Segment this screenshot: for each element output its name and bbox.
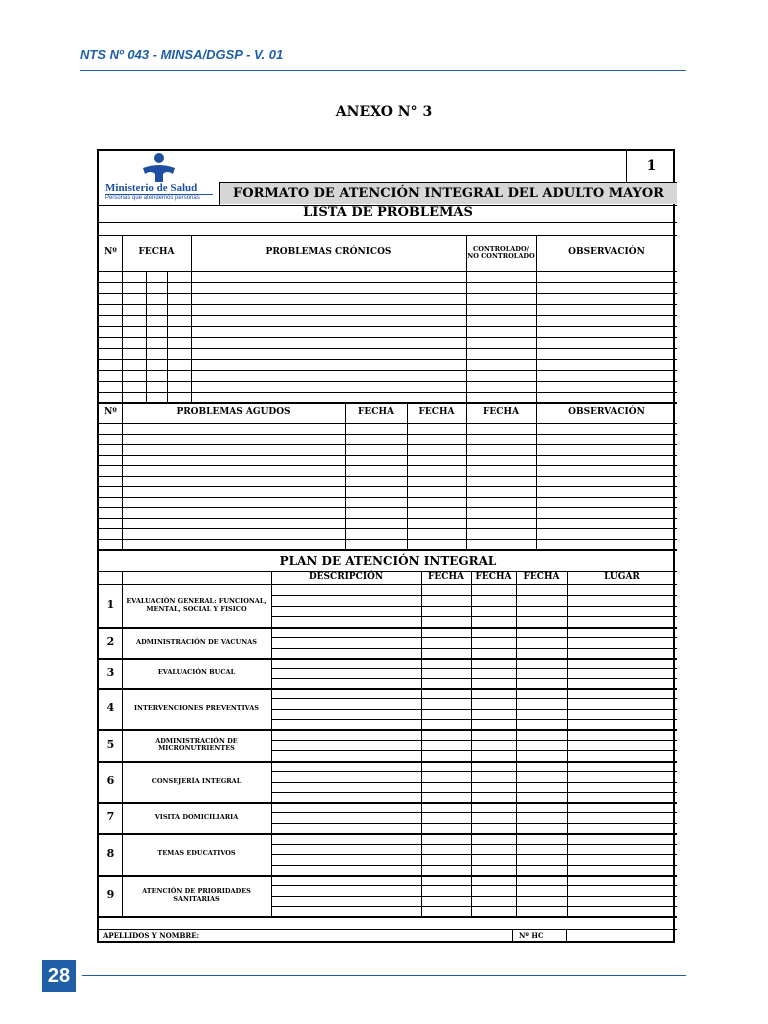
- plan-item-label: INTERVENCIONES PREVENTIVAS: [134, 703, 259, 712]
- chronic-row-line: [99, 304, 677, 305]
- chronic-controlled-header: CONTROLADO/ NO CONTROLADO: [467, 244, 535, 260]
- chronic-row-line: [99, 348, 677, 349]
- column-line: [345, 403, 346, 550]
- column-line: [471, 571, 472, 916]
- acute-obs-header: OBSERVACIÓN: [568, 407, 645, 418]
- chronic-header-bottom: [99, 271, 677, 272]
- plan-subrow-line: [271, 719, 677, 720]
- acute-row-line: [99, 507, 677, 508]
- plan-fecha1-header: FECHA: [428, 571, 464, 582]
- plan-subrow-line: [271, 678, 677, 679]
- chronic-obs-header: OBSERVACIÓN: [568, 247, 645, 258]
- chronic-problems-header: PROBLEMAS CRÓNICOS: [265, 247, 392, 258]
- acute-fecha3-header: FECHA: [483, 407, 519, 418]
- acute-row-line: [99, 539, 677, 540]
- plan-subrow-line: [271, 595, 677, 596]
- person-logo-icon: [139, 152, 179, 184]
- plan-item-number: 8: [106, 846, 115, 860]
- acute-row-line: [99, 455, 677, 456]
- plan-item-label: ATENCIÓN DE PRIORIDADES SANITARIAS: [142, 887, 251, 903]
- plan-subrow-line: [271, 648, 677, 649]
- plan-subrow-line: [271, 668, 677, 669]
- plan-fecha3-header: FECHA: [523, 571, 560, 582]
- acute-table-bottom: [99, 550, 677, 551]
- column-line: [191, 235, 192, 402]
- ministry-logo: [99, 151, 219, 205]
- column-line: [271, 571, 272, 916]
- chronic-fecha-header: FECHA: [138, 247, 175, 258]
- plan-item-number: 6: [106, 774, 115, 788]
- column-line: [421, 571, 422, 916]
- column-line: [516, 571, 517, 916]
- column-line: [566, 929, 567, 943]
- plan-subrow-line: [271, 792, 677, 793]
- plan-subrow-line: [271, 782, 677, 783]
- plan-item-label: ADMINISTRACIÓN DE MICRONUTRIENTES: [155, 736, 238, 752]
- plan-subrow-line: [271, 823, 677, 824]
- column-line: [567, 571, 568, 916]
- logo-slogan: Personas que atendemos personas: [105, 195, 200, 201]
- plan-item-number: 1: [106, 598, 115, 612]
- plan-subrow-line: [271, 606, 677, 607]
- acute-row-line: [99, 528, 677, 529]
- plan-subrow-line: [271, 637, 677, 638]
- acute-row-line: [99, 497, 677, 498]
- plan-subrow-line: [271, 844, 677, 845]
- column-line: [536, 235, 537, 402]
- acute-row-line: [99, 476, 677, 477]
- plan-item-label: VISITA DOMICILIARIA: [154, 812, 239, 821]
- annex-title: ANEXO N° 3: [335, 104, 433, 120]
- form-title: FORMATO DE ATENCIÓN INTEGRAL DEL ADULTO MAYOR: [233, 185, 664, 201]
- plan-subrow-line: [271, 906, 677, 907]
- acute-row-line: [99, 465, 677, 466]
- column-line: [466, 235, 467, 402]
- acute-row-line: [99, 434, 677, 435]
- plan-item-number: 9: [106, 888, 115, 902]
- logo-name: Ministerio de Salud: [105, 182, 198, 194]
- plan-subrow-line: [271, 750, 677, 751]
- list-subtitle: LISTA DE PROBLEMAS: [303, 205, 473, 221]
- column-line: [122, 235, 123, 402]
- column-line: [407, 403, 408, 550]
- plan-subrow-line: [271, 896, 677, 897]
- column-line: [466, 403, 467, 550]
- name-label: APELLIDOS Y NOMBRE:: [103, 931, 200, 940]
- chronic-row-line: [99, 293, 677, 294]
- plan-item-label: TEMAS EDUCATIVOS: [157, 849, 236, 858]
- column-line: [122, 571, 123, 916]
- plan-lugar-header: LUGAR: [604, 571, 640, 582]
- acute-header-bottom: [99, 423, 677, 424]
- acute-row-line: [99, 444, 677, 445]
- plan-subrow-line: [271, 885, 677, 886]
- column-line: [122, 403, 123, 550]
- plan-item-label: ADMINISTRACIÓN DE VACUNAS: [136, 637, 257, 646]
- footer-top-line: [99, 929, 677, 930]
- plan-item-number: 2: [106, 635, 115, 649]
- plan-item-label: EVALUACIÓN BUCAL: [157, 668, 236, 677]
- plan-title: PLAN DE ATENCIÓN INTEGRAL: [279, 553, 497, 568]
- plan-item-label: CONSEJERÍA INTEGRAL: [151, 776, 242, 785]
- plan-item-separator: [99, 916, 677, 918]
- plan-item-number: 7: [106, 810, 115, 824]
- column-line: [512, 929, 513, 943]
- chronic-row-line: [99, 370, 677, 371]
- plan-subrow-line: [271, 698, 677, 699]
- plan-subrow-line: [271, 854, 677, 855]
- chronic-row-line: [99, 381, 677, 382]
- chronic-row-line: [99, 392, 677, 393]
- chronic-row-line: [99, 326, 677, 327]
- hc-label: Nº HC: [519, 931, 544, 940]
- page-number: 28: [42, 960, 76, 992]
- plan-item-label: EVALUACIÓN GENERAL: FUNCIONAL, MENTAL, SOCIAL Y FISICO: [126, 597, 267, 613]
- acute-row-line: [99, 486, 677, 487]
- plan-subrow-line: [271, 616, 677, 617]
- acute-problems-header: PROBLEMAS AGUDOS: [176, 407, 291, 418]
- acute-fecha2-header: FECHA: [418, 407, 455, 418]
- attention-form: [97, 149, 675, 943]
- acute-num-header: Nº: [104, 407, 117, 418]
- column-line: [536, 403, 537, 550]
- plan-subrow-line: [271, 709, 677, 710]
- form-number: 1: [646, 157, 657, 174]
- plan-desc-header: DESCRIPCIÓN: [308, 571, 384, 582]
- plan-subrow-line: [271, 740, 677, 741]
- acute-row-line: [99, 518, 677, 519]
- plan-item-number: 4: [106, 701, 115, 715]
- chronic-num-header: Nº: [104, 247, 117, 258]
- chronic-row-line: [99, 282, 677, 283]
- document-code: NTS Nº 043 - MINSA/DGSP - V. 01: [80, 47, 284, 62]
- plan-item-number: 5: [106, 737, 115, 751]
- plan-subrow-line: [271, 865, 677, 866]
- footer-rule: [82, 975, 686, 976]
- plan-subrow-line: [271, 812, 677, 813]
- header-rule: [80, 70, 686, 71]
- subtitle-bottom-line: [99, 222, 677, 223]
- plan-subrow-line: [271, 771, 677, 772]
- plan-fecha2-header: FECHA: [475, 571, 512, 582]
- acute-fecha1-header: FECHA: [358, 407, 394, 418]
- chronic-row-line: [99, 337, 677, 338]
- chronic-row-line: [99, 359, 677, 360]
- plan-item-number: 3: [106, 665, 115, 679]
- chronic-row-line: [99, 315, 677, 316]
